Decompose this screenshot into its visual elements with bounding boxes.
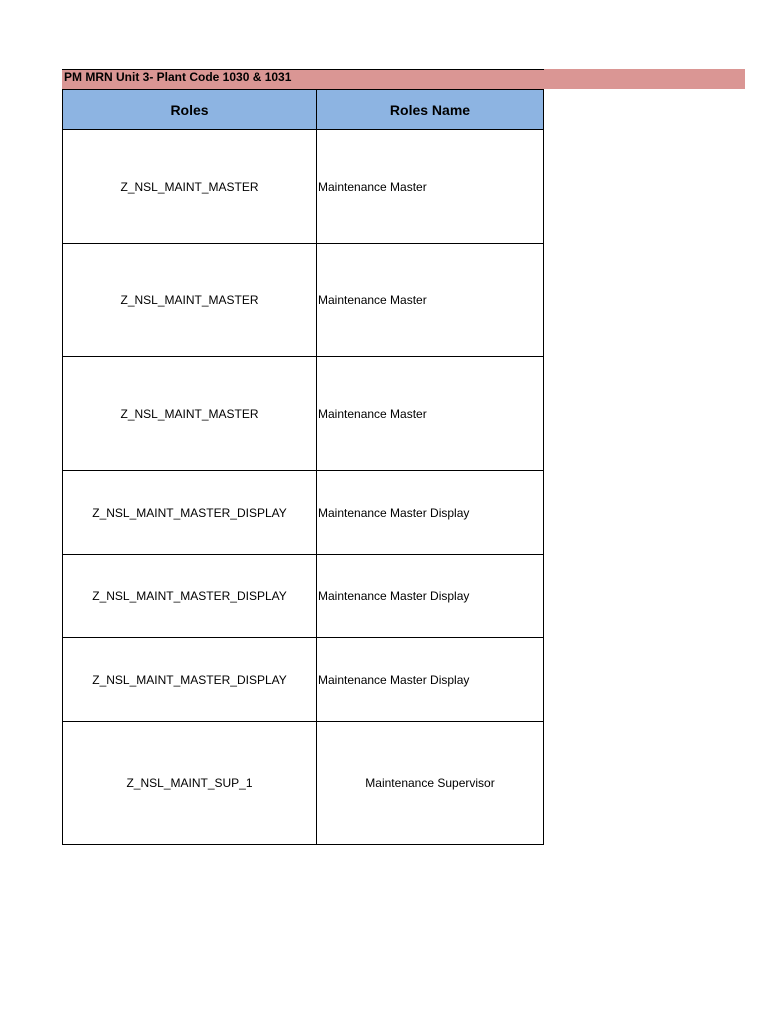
- table-row: [63, 722, 544, 845]
- role-code-cell[interactable]: Z_NSL_MAINT_MASTER: [63, 244, 317, 357]
- role-name-cell[interactable]: Maintenance Master: [317, 357, 544, 471]
- roles-table: [62, 89, 544, 845]
- header-roles[interactable]: Roles: [63, 90, 317, 130]
- table-row: [63, 244, 544, 357]
- role-code-cell[interactable]: Z_NSL_MAINT_MASTER_DISPLAY: [63, 638, 317, 722]
- role-code-cell[interactable]: Z_NSL_MAINT_MASTER_DISPLAY: [63, 471, 317, 555]
- table-row: [63, 130, 544, 244]
- table-row: [63, 555, 544, 638]
- table-row: [63, 471, 544, 555]
- role-name-cell[interactable]: Maintenance Master Display: [317, 638, 544, 722]
- role-name-cell[interactable]: Maintenance Master Display: [317, 555, 544, 638]
- table-row: [63, 638, 544, 722]
- role-name-cell[interactable]: Maintenance Master: [317, 130, 544, 244]
- sheet-title: PM MRN Unit 3- Plant Code 1030 & 1031: [64, 70, 292, 84]
- role-code-cell[interactable]: Z_NSL_MAINT_SUP_1: [63, 722, 317, 845]
- header-row: [63, 90, 544, 130]
- header-roles-name[interactable]: Roles Name: [317, 90, 544, 130]
- role-code-cell[interactable]: Z_NSL_MAINT_MASTER: [63, 130, 317, 244]
- role-code-cell[interactable]: Z_NSL_MAINT_MASTER: [63, 357, 317, 471]
- role-name-cell[interactable]: Maintenance Master Display: [317, 471, 544, 555]
- role-code-cell[interactable]: Z_NSL_MAINT_MASTER_DISPLAY: [63, 555, 317, 638]
- role-name-cell[interactable]: Maintenance Master: [317, 244, 544, 357]
- role-name-cell[interactable]: Maintenance Supervisor: [317, 722, 544, 845]
- table-row: [63, 357, 544, 471]
